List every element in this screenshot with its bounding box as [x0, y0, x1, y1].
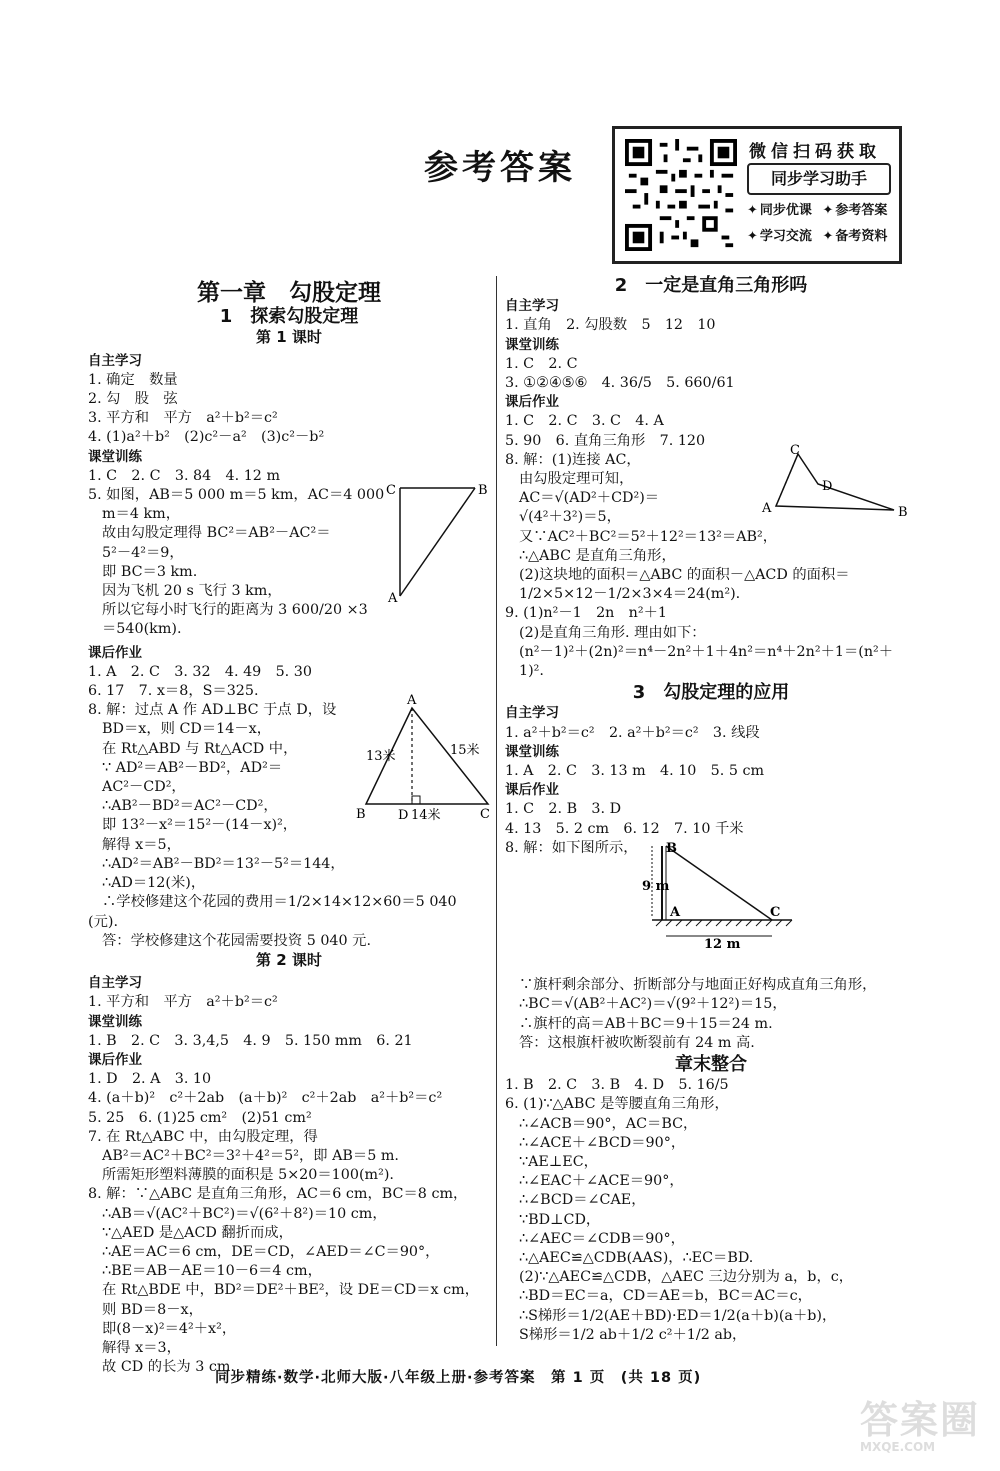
answer-line: 1. A 2. C 3. 32 4. 49 5. 30 [88, 663, 312, 680]
answer-line: ∴△ABC 是直角三角形， [519, 547, 676, 564]
answer-line: 1. C 2. B 3. D [505, 801, 622, 818]
answer-line: ＝540(km). [102, 621, 182, 638]
qr-code-icon[interactable] [625, 139, 737, 251]
figure-garden-triangle [352, 692, 496, 827]
answer-line: 1. C 2. C 3. C 4. A [505, 413, 664, 430]
answer-line: ∵旗杆剩余部分、折断部分与地面正好构成直角三角形， [519, 977, 877, 994]
answer-line: 5. 25 6. (1)25 cm² (2)51 cm² [88, 1109, 312, 1126]
answer-line: ∴AB＝√(AC²＋BC²)＝√(6²＋8²)＝10 cm， [102, 1205, 387, 1222]
column-divider [496, 276, 497, 1346]
answer-line: 1. 平方和 平方 a²＋b²＝c² [88, 994, 278, 1011]
answer-line: ∴AD²＝AB²－BD²＝13²－5²＝144， [102, 855, 345, 872]
answer-line: AC²－CD²， [102, 779, 186, 796]
answer-line: AB²＝AC²＋BC²＝3²＋4²＝5²，即 AB＝5 m. [102, 1147, 399, 1164]
answer-line: 4. (1)a²＋b² (2)c²－a² (3)c²－b² [88, 429, 325, 446]
subsection-heading: 自主学习 [88, 352, 142, 369]
fig2-label: D [398, 808, 409, 823]
answer-line: (元). [88, 913, 118, 930]
answer-line: ∴S梯形＝1/2(AE＋BD)·ED＝1/2(a＋b)(a＋b)， [519, 1307, 837, 1324]
answer-line: 1. 确定 数量 [88, 371, 178, 388]
answer-line: 故由勾股定理得 BC²＝AB²－AC²＝ [102, 525, 331, 542]
section-title: 2 一定是直角三角形吗 [614, 275, 808, 296]
qr-features-row-1 [747, 199, 887, 218]
answer-line: 5. 如图，AB＝5 000 m＝5 km，AC＝4 000 [88, 487, 385, 504]
answer-line: 由勾股定理可知， [519, 471, 634, 488]
fig2-label: 13米 [366, 749, 396, 764]
answer-line: ∵ AD²＝AB²－BD²，AD²＝ [102, 759, 283, 776]
answer-line: 又∵AC²＋BC²＝5²＋12²＝13²＝AB²， [519, 528, 778, 545]
answer-line: ∵BD⊥CD， [519, 1211, 601, 1228]
section-title: 3 勾股定理的应用 [632, 682, 790, 704]
answer-line: 则 BD＝8－x， [102, 1301, 203, 1318]
answer-line: 7. 在 Rt△ABC 中，由勾股定理，得 [88, 1128, 318, 1145]
answer-line: (2)是直角三角形. 理由如下： [519, 624, 706, 641]
answer-line: 3. ①②④⑤⑥ 4. 36/5 5. 660/61 [505, 375, 735, 392]
answer-line: S梯形＝1/2 ab＋1/2 c²＋1/2 ab， [519, 1326, 747, 1343]
subsection-heading: 课堂训练 [505, 336, 559, 353]
subsection-heading: 课后作业 [505, 394, 559, 411]
answer-line: ∴∠BCD＝∠CAE， [519, 1192, 646, 1209]
answer-line: 即 BC＝3 km. [102, 563, 198, 580]
answer-line: ∴△AEC≌△CDB(AAS)，∴EC＝BD. [519, 1249, 754, 1266]
figure-airplane-triangle [380, 478, 496, 608]
section-title: 1 探索勾股定理 [219, 306, 359, 328]
answer-line: (2)这块地的面积＝△ABC 的面积－△ACD 的面积＝ [519, 567, 850, 584]
lesson-title: 第 2 课时 [256, 950, 322, 969]
answer-line: 3. 平方和 平方 a²＋b²＝c² [88, 410, 278, 427]
answer-line: ∴∠ACB＝90°，AC＝BC， [519, 1115, 698, 1132]
answer-line: 1. C 2. C 3. 84 4. 12 m [88, 467, 280, 484]
subsection-heading: 自主学习 [505, 298, 559, 315]
answer-line: ∴∠AEC＝∠CDB＝90°， [519, 1230, 685, 1247]
answer-line: 1. B 2. C 3. 3,4,5 4. 9 5. 150 mm 6. 21 [88, 1032, 413, 1049]
answer-line: 4. (a＋b)² c²＋2ab (a＋b)² c²＋2ab a²＋b²＝c² [88, 1090, 443, 1107]
fig2-label: 15米 [450, 743, 480, 758]
answer-line: 所需矩形塑料薄膜的面积是 5×20＝100(m²). [102, 1167, 394, 1184]
answer-line: 2. 勾 股 弦 [88, 391, 178, 408]
star-icon: ✦ [747, 203, 758, 218]
answer-line: 1. D 2. A 3. 10 [88, 1071, 212, 1088]
answer-line: 5. 90 6. 直角三角形 7. 120 [505, 432, 706, 449]
answer-line: m＝4 km， [102, 506, 181, 523]
answer-line: ∵AE⊥EC， [519, 1153, 598, 1170]
answer-line: ∴AB²－BD²＝AC²－CD²， [102, 798, 278, 815]
fig2-label: C [480, 807, 490, 822]
page-title: 参考答案 [424, 148, 576, 188]
fig2-label: B [356, 807, 366, 822]
fig4-label: B [666, 841, 677, 856]
feature-label: 同步优课 [759, 203, 812, 218]
answer-line: BD＝x，则 CD＝14－x， [102, 721, 272, 738]
fig3-label: B [898, 505, 908, 520]
fig1-label: C [386, 483, 396, 498]
fig2-label: A [407, 693, 417, 708]
answer-line: 即(8－x)²＝4²＋x²， [102, 1320, 237, 1337]
answer-line: 在 Rt△BDE 中，BD²＝DE²＋BE²，设 DE＝CD＝x cm， [102, 1282, 479, 1299]
fig4-label: 12 m [704, 937, 741, 950]
star-icon: ✦ [822, 229, 834, 244]
answer-line: ∴AE＝AC＝6 cm，DE＝CD，∠AED＝∠C＝90°， [102, 1243, 440, 1260]
chapter-title: 第一章 勾股定理 [197, 280, 381, 306]
answer-line: 8. 解：(1)连接 AC， [505, 451, 641, 468]
answer-line: 解得 x＝5， [102, 836, 181, 853]
answer-line: 在 Rt△ABD 与 Rt△ACD 中， [102, 740, 298, 757]
answer-line: 故 CD 的长为 3 cm. [102, 1359, 235, 1376]
subsection-heading: 课后作业 [88, 644, 142, 661]
fig1-label: A [388, 591, 398, 606]
answer-line: ∴∠EAC＋∠ACE＝90°， [519, 1173, 684, 1190]
figure-land-quadrilateral [758, 442, 918, 522]
star-icon: ✦ [747, 229, 758, 244]
right-column [505, 274, 917, 1345]
answer-line: 所以它每小时飞行的距离为 3 600/20 ×3 [102, 602, 368, 619]
subsection-heading: 课堂训练 [88, 448, 142, 465]
answer-line: 1. 直角 2. 勾股数 5 12 10 [505, 317, 716, 334]
answer-line: 即 13²－x²＝15²－(14－x)²， [102, 817, 298, 834]
answer-line: 9. (1)n²－1 2n n²＋1 [505, 605, 667, 622]
answer-line: ∴学校修建这个花园的费用＝1/2×14×12×60＝5 040 [102, 894, 457, 911]
answer-line: 8. 解：如下图所示， [505, 839, 638, 856]
page-footer: 同步精练·数学·北师大版·八年级上册·参考答案 第 1 页 (共 18 页) [215, 1370, 702, 1386]
answer-line: 6. 17 7. x＝8，S＝325. [88, 683, 259, 700]
feature-label: 学习交流 [759, 229, 812, 244]
subsection-heading: 课堂训练 [88, 1013, 142, 1030]
subsection-heading: 课堂训练 [505, 743, 559, 760]
qr-panel [612, 126, 902, 264]
answer-line: 1. C 2. C [505, 355, 578, 372]
answer-line: ∴AD＝12(米)， [102, 875, 206, 892]
answer-line: AC＝√(AD²＋CD²)＝ [519, 490, 660, 507]
watermark-url: MXQE.COM [860, 1440, 936, 1454]
answer-line: 因为飞机 20 s 飞行 3 km， [102, 583, 282, 600]
fig1-label: B [478, 483, 488, 498]
answer-line: 1/2×5×12－1/2×3×4＝24(m²). [519, 586, 741, 603]
answer-line: 8. 解：过点 A 作 AD⊥BC 于点 D，设 [88, 702, 337, 719]
answer-line: (2)∵△AEC≌△CDB，△AEC 三边分别为 a，b，c， [519, 1269, 854, 1286]
fig3-label: A [762, 501, 772, 516]
subsection-heading: 自主学习 [505, 705, 559, 722]
answer-line: ∴BD＝EC＝a，CD＝AE＝b，BC＝AC＝c， [519, 1288, 812, 1305]
watermark-logo: 答案圈 [860, 1398, 981, 1442]
fig3-label: C [790, 443, 800, 458]
fig2-label: 14米 [411, 808, 441, 823]
fig4-label: A [670, 905, 681, 920]
answer-line: 1)². [519, 663, 544, 680]
feature-label: 备考资料 [835, 229, 888, 244]
qr-caption: 微信扫码获取 [749, 142, 881, 162]
answer-line: 6. (1)∵△ABC 是等腰直角三角形， [505, 1096, 729, 1113]
answer-line: 1. B 2. C 3. B 4. D 5. 16/5 [505, 1077, 729, 1094]
answer-line: 1. a²＋b²＝c² 2. a²＋b²＝c² 3. 线段 [505, 724, 760, 741]
answer-line: 5²－4²＝9， [102, 544, 184, 561]
study-assistant-badge[interactable]: 同步学习助手 [747, 163, 891, 195]
answer-line: 4. 13 5. 2 cm 6. 12 7. 10 千米 [505, 820, 744, 837]
answer-line: 答：这根旗杆被吹断裂前有 24 m 高. [519, 1034, 755, 1051]
answer-line: ∵△AED 是△ACD 翻折而成， [102, 1224, 293, 1241]
star-icon: ✦ [822, 203, 834, 218]
answer-line: 答：学校修建这个花园需要投资 5 040 元. [102, 932, 372, 949]
fig3-label: D [822, 479, 833, 494]
feature-label: 参考答案 [835, 203, 888, 218]
answer-line: √(4²＋3²)＝5， [519, 509, 621, 526]
fig4-label: 9 m [642, 879, 670, 894]
answer-line: 8. 解：∵△ABC 是直角三角形，AC＝6 cm，BC＝8 cm， [88, 1186, 468, 1203]
site-watermark [860, 1400, 1000, 1470]
answer-line: (n²－1)²＋(2n)²＝n⁴－2n²＋1＋4n²＝n⁴＋2n²＋1＝(n²＋ [519, 643, 894, 660]
subsection-heading: 课后作业 [505, 782, 559, 799]
qr-features-row-2 [747, 225, 887, 244]
answer-line: 解得 x＝3， [102, 1339, 181, 1356]
answer-line: ∴BE＝AB－AE＝10－6＝4 cm， [102, 1263, 322, 1280]
fig4-label: C [770, 905, 781, 920]
figure-flagpole [642, 838, 802, 950]
answer-line: 1. A 2. C 3. 13 m 4. 10 5. 5 cm [505, 763, 765, 780]
lesson-title: 第 1 课时 [256, 328, 322, 347]
subsection-heading: 课后作业 [88, 1051, 142, 1068]
answer-line: ∴BC＝√(AB²＋AC²)＝√(9²＋12²)＝15， [519, 996, 787, 1013]
answer-line: ∴旗杆的高＝AB＋BC＝9＋15＝24 m. [519, 1015, 773, 1032]
section-title: 章末整合 [675, 1053, 747, 1075]
answer-line: ∴∠ACE＋∠BCD＝90°， [519, 1134, 686, 1151]
subsection-heading: 自主学习 [88, 975, 142, 992]
